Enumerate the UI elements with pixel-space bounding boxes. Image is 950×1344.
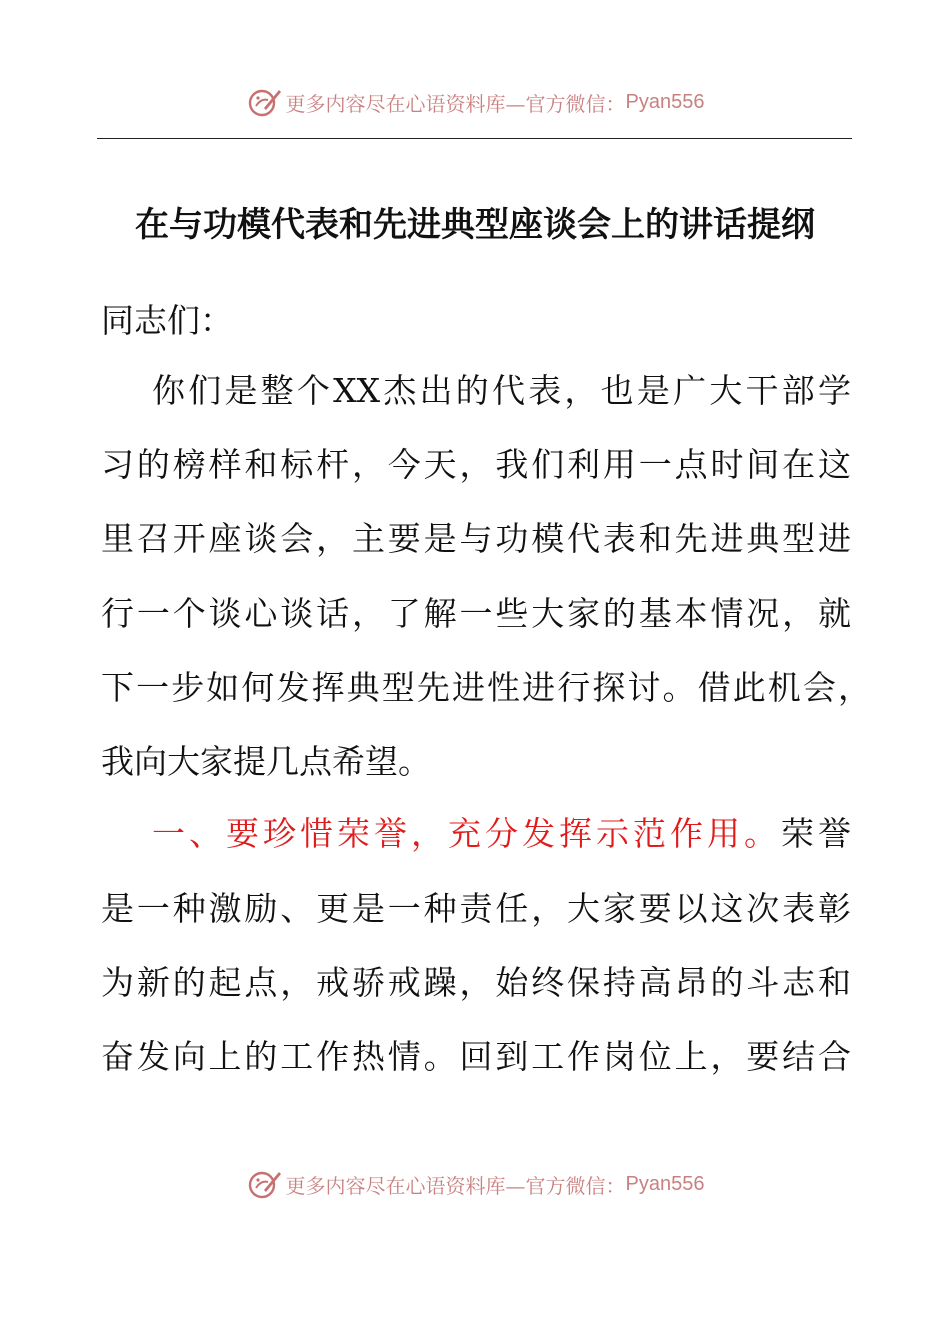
footer-watermark — [0, 1162, 950, 1206]
watermark-text: 更多内容尽在心语资料库—官方微信： — [285, 91, 626, 116]
paragraph-line: 为新的起点，戒骄戒躁，始终保持高昂的斗志和 — [101, 963, 851, 1002]
paragraph-line: 奋发向上的工作热情。回到工作岗位上，要结合 — [101, 1037, 851, 1076]
paragraph-line: 里召开座谈会，主要是与功模代表和先进典型进 — [101, 519, 851, 558]
paragraph-line: 行一个谈心谈话，了解一些大家的基本情况，就 — [101, 594, 851, 633]
paragraph-line: 习的榜样和标杆，今天，我们利用一点时间在这 — [101, 445, 851, 484]
paragraph-line: 我向大家提几点希望。 — [101, 742, 431, 781]
paragraph-line: 下一步如何发挥典型先进性进行探讨。借此机会， — [101, 668, 871, 707]
document-title: 在与功模代表和先进典型座谈会上的讲话提纲 — [135, 205, 815, 245]
header-watermark — [0, 80, 950, 124]
header-rule — [97, 138, 852, 139]
pen-logo-icon — [246, 84, 282, 120]
watermark-wechat-id: Pyan556 — [625, 90, 705, 113]
section-heading: 一、要珍惜荣誉，充分发挥示范作用。 — [152, 814, 781, 853]
pen-logo-icon — [246, 1166, 282, 1202]
watermark-text: 更多内容尽在心语资料库—官方微信： — [285, 1173, 626, 1198]
paragraph-line: 是一种激励、更是一种责任，大家要以这次表彰 — [101, 889, 851, 928]
watermark-wechat-id: Pyan556 — [625, 1172, 705, 1195]
section-lead-text: 荣誉 — [781, 814, 851, 853]
paragraph-line: 你们是整个XX杰出的代表，也是广大干部学 — [152, 371, 851, 410]
section-heading-line — [152, 809, 851, 859]
salutation: 同志们： — [101, 301, 233, 340]
